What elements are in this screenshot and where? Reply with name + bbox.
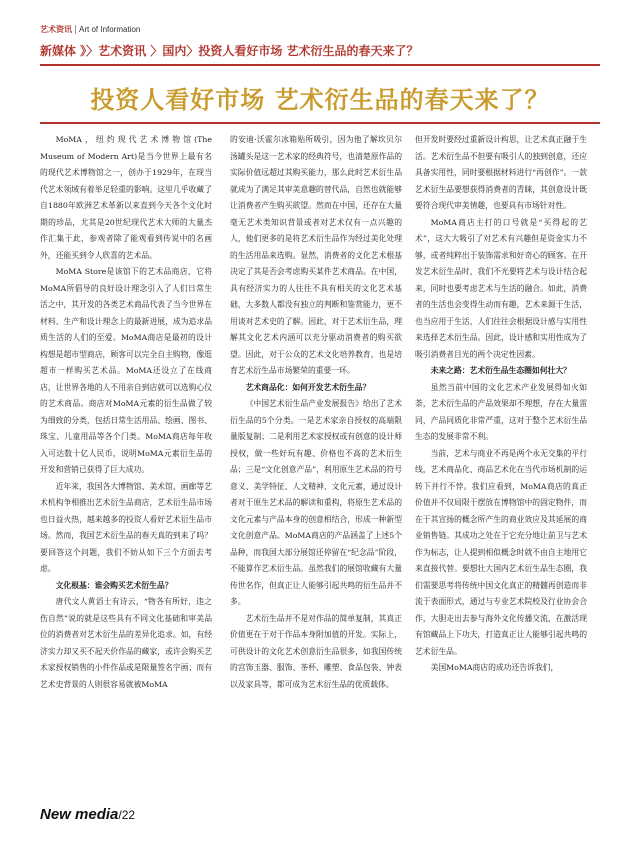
- paragraph: 唐代文人黄滔士有诗云，“物各有所好，违之伤自然”说的就是这些具有不同文化基础和审美品位的消费者对艺术衍生品的差异化追求。如，有经济实力却又买不起天价作品的藏家，或许会购买艺术家授权销售的小件作品或是限量签名字画；而有艺术史背景的人则很容易就被MoMA: [40, 597, 212, 689]
- title-rule: [40, 122, 600, 124]
- magazine-logo: New media: [40, 806, 119, 823]
- section-heading: 艺术商品化：如何开发艺术衍生品？: [245, 382, 371, 392]
- paragraph: 当前，艺术与商业不再是两个永无交集的平行线，艺术商品化、商品艺术化在当代市场机制的运转下并行不悖。我们应看到，MoMA商店的真正价值并不仅局限于摆放在博物馆中的固定物件，而在于其宣扬的概念所产生的商业效应及其延展的商业销售链。其成功之处在于它充分地让前卫与艺术作为标志，让人提到相似概念时就不由自主地用它来直接代替。要想壮大国内艺术衍生品生态圈，我们需要思考将传统中国文化真正的精髓再创造而非流于表面形式，通过与专业艺术院校及行业协会合作，大胆走出去参与海外文化传播交流，在激活现有馆藏品上下功夫，打造真正让人能够引起共鸣的艺术衍生品。: [415, 448, 587, 656]
- article-column-2: [230, 132, 402, 804]
- article-column-3: [415, 132, 587, 804]
- paragraph: MoMA商店主打的口号就是“买得起的艺术”，这大大吸引了对艺术有兴趣但是资金实力不够，或者纯粹出于装饰需求和好奇心的顾客。在开发艺术衍生品时，我们不光要将艺术与设计结合起来，同时也要考虑艺术与生活的融合。如此，消费者的生活也会变得生动而有趣，艺术来源于生活，也当应用于生活，人们往往会根据设计感与实用性来选择艺术衍生品。因此，设计感和实用性成为了吸引消费者目光的两个决定性因素。: [415, 217, 587, 359]
- article-column-1: [40, 132, 212, 804]
- section-label-en: Art of Information: [79, 25, 141, 34]
- paragraph: 的安迪·沃霍尔冰箱贴所吸引，因为他了解坎贝尔汤罐头是这一艺术家的经典符号，也清楚原作品的实际价值远超过其购买能力，那么此时艺术衍生品就成为了满足其审美意趣的替代品，自然也就能够让消费者产生购买欲望。然而在中国，还存在大量毫无艺术类知识背景或者对艺术仅有一点兴趣的人，他们更多的是将艺术衍生品作为经过美化处理的生活用品来选购。显然，消费者的文化艺术根基决定了其是否会考虑购买某件艺术商品。在中国，具有经济实力的人往往不具有相关的文化艺术基础，大多数人都没有独立的判断和鉴赏能力，更不用谈对艺术史的了解。因此，对于艺术衍生品，理解其文化艺术内涵可以充分驱动消费者的购买欲望。因此，对于公众的艺术文化培养教育，也是培育艺术衍生品市场繁荣的重要一环。: [230, 135, 402, 375]
- footer: [40, 806, 135, 823]
- page-number: /22: [118, 808, 136, 822]
- section-heading: 文化根基：谁会购买艺术衍生品？: [55, 580, 173, 590]
- paragraph: 艺术衍生品并不是对作品的简单复制，其真正价值更在于对于作品本身附加值的开发。实际上，可供设计的文化艺术创意衍生品很多，如我国传统的宫饰玉器、服饰、茶杯、雕塑、食品包装、钟表以及家具等，都可成为艺术衍生品的优质载体。: [230, 613, 402, 689]
- paragraph: 但开发时要经过重新设计构思，让艺术真正融于生活。艺术衍生品不但要有吸引人的独到创意，还应具备实用性，同时要根据材料进行“再创作”。一款艺术衍生品要想获得消费者的青睐，其创意设计既要符合现代审美情趣，也要具有市场针对性。: [415, 135, 587, 210]
- paragraph: MoMA Store是该馆下的艺术品商店，它将MoMA所倡导的良好设计理念引入了人们日常生活之中，其开发的各类艺术商品代表了当今世界在材料、生产和设计理念上的最新进展，成为追求品质生活的人们的至爱。MoMA商店是最初的设计构想是超市型商店，顾客可以完全自主购物，像逛超市一样购买艺术品。MoMA还设立了在线商店，让世界各地的人不用亲自到店就可以选购心仪的艺术商品。商店对MoMA元素的衍生品做了较为细致的分类，包括日常生活用品、绘画、图书、珠宝、儿童用品等各个门类。MoMA商店每年收入可达数十亿人民币，说明MoMA元素衍生品的开发和营销已获得了巨大成功。: [40, 267, 212, 474]
- breadcrumb: 新媒体 》〉艺术资讯 〉国内〉投资人看好市场 艺术衍生品的春天来了？: [40, 44, 419, 58]
- paragraph: 《中国艺术衍生品产业发展报告》给出了艺术衍生品的5个分类。一是艺术家亲自授权的高端限量版复制；二是利用艺术家授权或有创意的设计师授权，做一些好玩有趣、价格也不高的艺术衍生品；三是“文化创意产品”，利用原生艺术品的符号意义、美学特征、人文精神、文化元素，通过设计者对于原生艺术品的解读和重构，将原生艺术品的文化元素与产品本身的创意相结合，形成一种新型文化创意产品。MoMA商店的产品涵盖了上述5个品种，而我国大部分展馆还停留在“纪念品”阶段，不能算作艺术衍生品。虽然我们的展馆收藏有大量传世名作，但真正让人能够引起共鸣的衍生品并不多。: [230, 399, 402, 606]
- paragraph: 美国MoMA商店的成功还告诉我们，: [430, 663, 559, 672]
- article-title: 投资人看好市场 艺术衍生品的春天来了？: [90, 86, 550, 114]
- paragraph: MoMA，纽约现代艺术博物馆(The Museum of Modern Art)是当今世界上最有名的现代艺术博物馆之一，创办于1929年，在现当代艺术领域有着举足轻重的影响。这里几乎收藏了自1880年欧洲艺术革新以来直到今天各个文化时期的珍品，尤其是20世纪现代艺术大师的大量杰作汇集于此，参观者除了能观看到传说中的名画外，还能买到令人欣喜的艺术品。: [40, 135, 212, 260]
- section-label-cn: 艺术资讯: [40, 25, 72, 34]
- header-rule: [40, 64, 600, 66]
- paragraph: 近年来，我国各大博物馆、美术馆、画廊等艺术机构争相推出艺术衍生品商店，艺术衍生品市场也日益火热，越来越多的投资人看好艺术衍生品市场。然而，我国艺术衍生品的春天真的到来了吗？要回答这个问题，我们不妨从如下三个方面去考虑。: [40, 481, 212, 573]
- section-tag: [40, 24, 140, 36]
- section-divider: [75, 25, 76, 34]
- section-heading: 未来之路：艺术衍生品生态圈如何壮大？: [430, 366, 571, 375]
- paragraph: 虽然当前中国的文化艺术产业发展得如火如荼，艺术衍生品的产品效果却不理想，存在大量雷同，产品同质化非常严重，这对于整个艺术衍生品生态的发展非常不利。: [415, 382, 587, 441]
